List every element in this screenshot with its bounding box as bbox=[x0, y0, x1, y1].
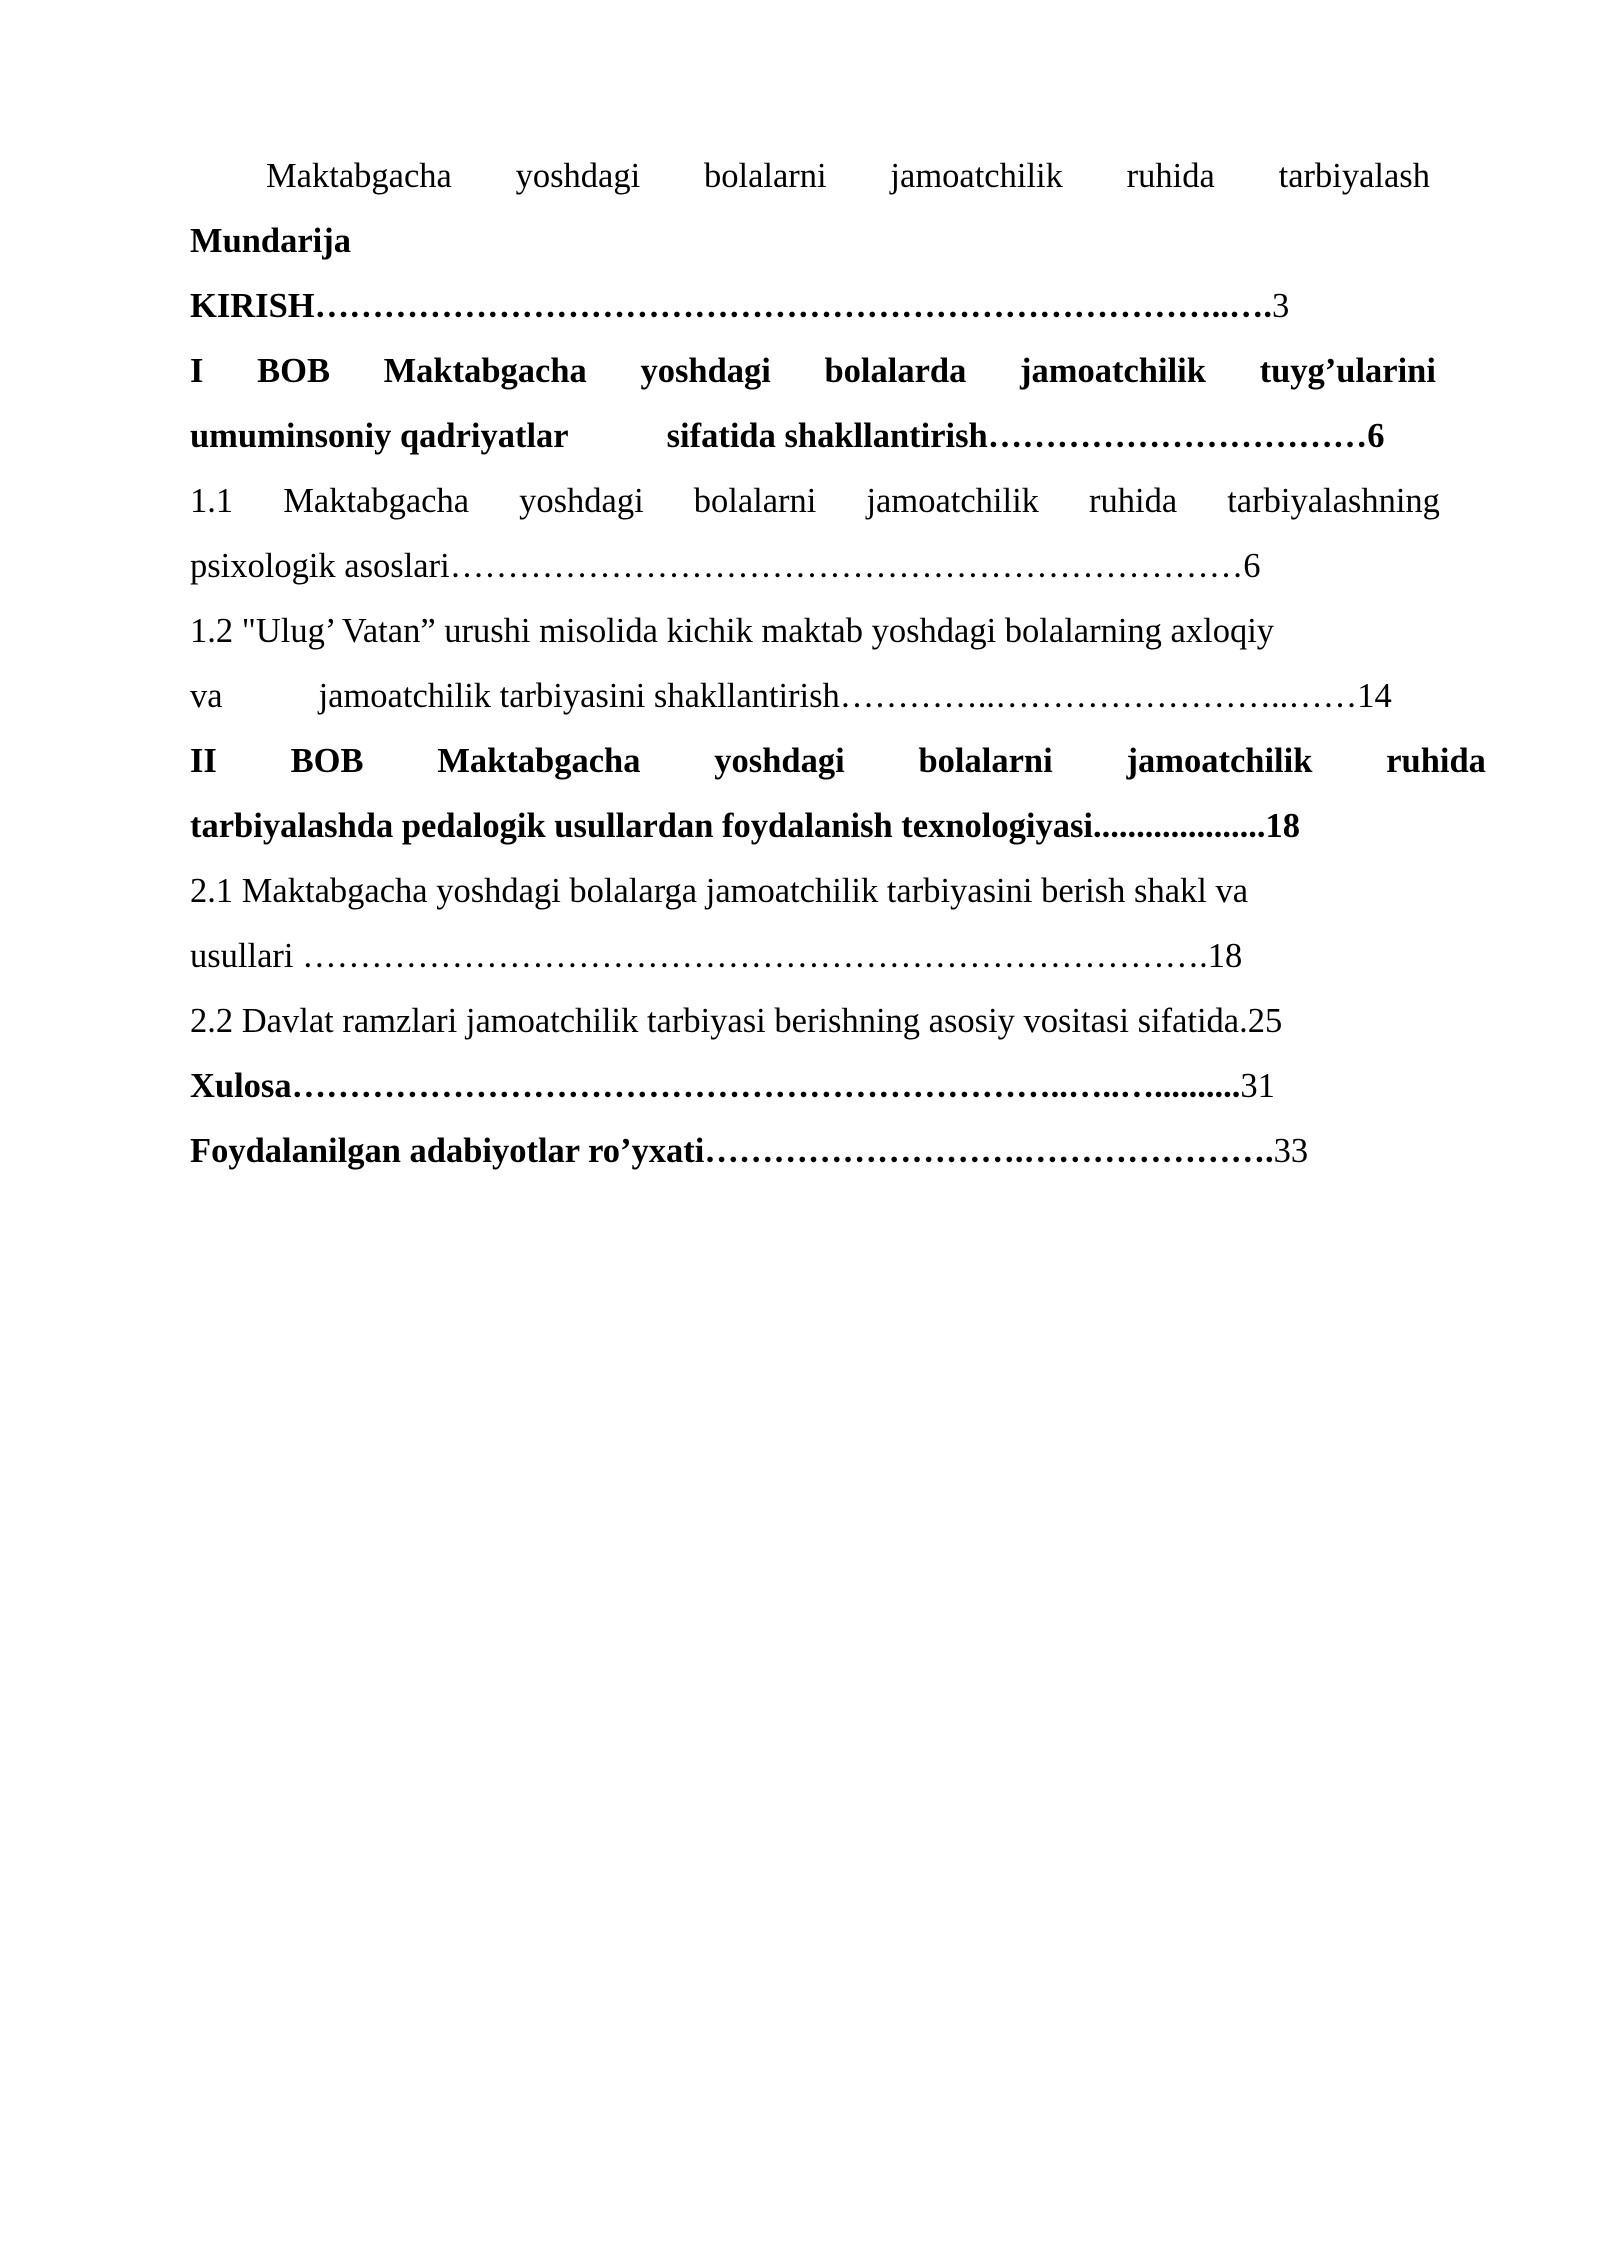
toc-entry-2-2[interactable]: 2.2 Davlat ramzlari jamoatchilik tarbiyasi berishning asosiy vositasi sifatida.25 bbox=[190, 1002, 1283, 1040]
toc-word: bolalarni bbox=[693, 482, 817, 520]
topic-line bbox=[266, 144, 1430, 209]
toc-entry-1-2-line1[interactable]: 1.2 "Ulug’ Vatan” urushi misolida kichik maktab yoshdagi bolalarning axloqiy bbox=[190, 612, 1275, 650]
topic-word: Maktabgacha bbox=[266, 157, 452, 195]
toc-text: jamoatchilik tarbiyasini shakllantirish…………..……………………..……14 bbox=[318, 677, 1392, 715]
toc-word: jamoatchilik bbox=[866, 482, 1039, 520]
toc-entry-adabiyotlar[interactable] bbox=[190, 1119, 1308, 1184]
topic-word: bolalarni bbox=[704, 157, 827, 195]
toc-word: 1.1 bbox=[190, 482, 234, 520]
toc-word: BOB bbox=[257, 352, 330, 390]
toc-entry-bob2-line2[interactable]: tarbiyalashda pedalogik usullardan foydalanish texnologiyasi....................18 bbox=[190, 807, 1300, 845]
toc-word: BOB bbox=[290, 742, 364, 780]
toc-text: umuminsoniy qadriyatlar bbox=[190, 417, 569, 455]
toc-word: Maktabgacha bbox=[383, 352, 587, 390]
toc-word: Maktabgacha bbox=[437, 742, 641, 780]
toc-word: yoshdagi bbox=[640, 352, 771, 390]
toc-entry-1-2-line2[interactable] bbox=[190, 664, 1392, 729]
toc-word: bolalarda bbox=[824, 352, 967, 390]
toc-word: ruhida bbox=[1089, 482, 1178, 520]
toc-entry-kirish[interactable] bbox=[190, 274, 1289, 339]
toc-text: va bbox=[190, 677, 223, 715]
toc-entry-2-1-line1[interactable]: 2.1 Maktabgacha yoshdagi bolalarga jamoatchilik tarbiyasini berish shakl va bbox=[190, 872, 1249, 910]
topic-word: ruhida bbox=[1126, 157, 1215, 195]
toc-entry-label: Xulosa…………………………………………………………..…..….......... bbox=[190, 1067, 1241, 1105]
toc-entry-page: 33 bbox=[1273, 1132, 1309, 1170]
toc-entry-1-1-line2[interactable]: psixologik asoslari……………………………………………………………6 bbox=[190, 547, 1261, 585]
toc-entry-page: 31 bbox=[1240, 1067, 1275, 1105]
topic-word: jamoatchilik bbox=[890, 157, 1063, 195]
toc-entry-bob1-line1[interactable] bbox=[190, 339, 1436, 404]
toc-entry-bob1-line2[interactable] bbox=[190, 404, 1385, 469]
toc-word: tarbiyalashning bbox=[1227, 482, 1440, 520]
toc-text: sifatida shakllantirish……………………………6 bbox=[666, 417, 1385, 455]
toc-word: II bbox=[190, 742, 217, 780]
toc-word: tuyg’ularini bbox=[1259, 352, 1436, 390]
toc-entry-1-1-line1[interactable] bbox=[190, 469, 1440, 534]
toc-title: Mundarija bbox=[190, 222, 352, 260]
toc-word: ruhida bbox=[1386, 742, 1486, 780]
toc-entry-xulosa[interactable] bbox=[190, 1054, 1275, 1119]
topic-word: tarbiyalash bbox=[1278, 157, 1430, 195]
toc-entry-label: KIRISH……………………………………………………………………..…. bbox=[190, 287, 1272, 325]
toc-entry-2-1-line2[interactable]: usullari …………………………………………………………………….18 bbox=[190, 937, 1243, 975]
toc-word: yoshdagi bbox=[519, 482, 644, 520]
toc-word: jamoatchilik bbox=[1126, 742, 1313, 780]
topic-word: yoshdagi bbox=[515, 157, 641, 195]
toc-word: yoshdagi bbox=[714, 742, 845, 780]
toc-word: I bbox=[190, 352, 204, 390]
toc-entry-bob2-line1[interactable] bbox=[190, 729, 1486, 794]
toc-word: bolalarni bbox=[918, 742, 1053, 780]
toc-entry-label: Foydalanilgan adabiyotlar ro’yxati……………………….…………………. bbox=[190, 1132, 1274, 1170]
toc-word: jamoatchilik bbox=[1020, 352, 1206, 390]
toc-word: Maktabgacha bbox=[283, 482, 470, 520]
toc-entry-page: 3 bbox=[1272, 287, 1290, 325]
